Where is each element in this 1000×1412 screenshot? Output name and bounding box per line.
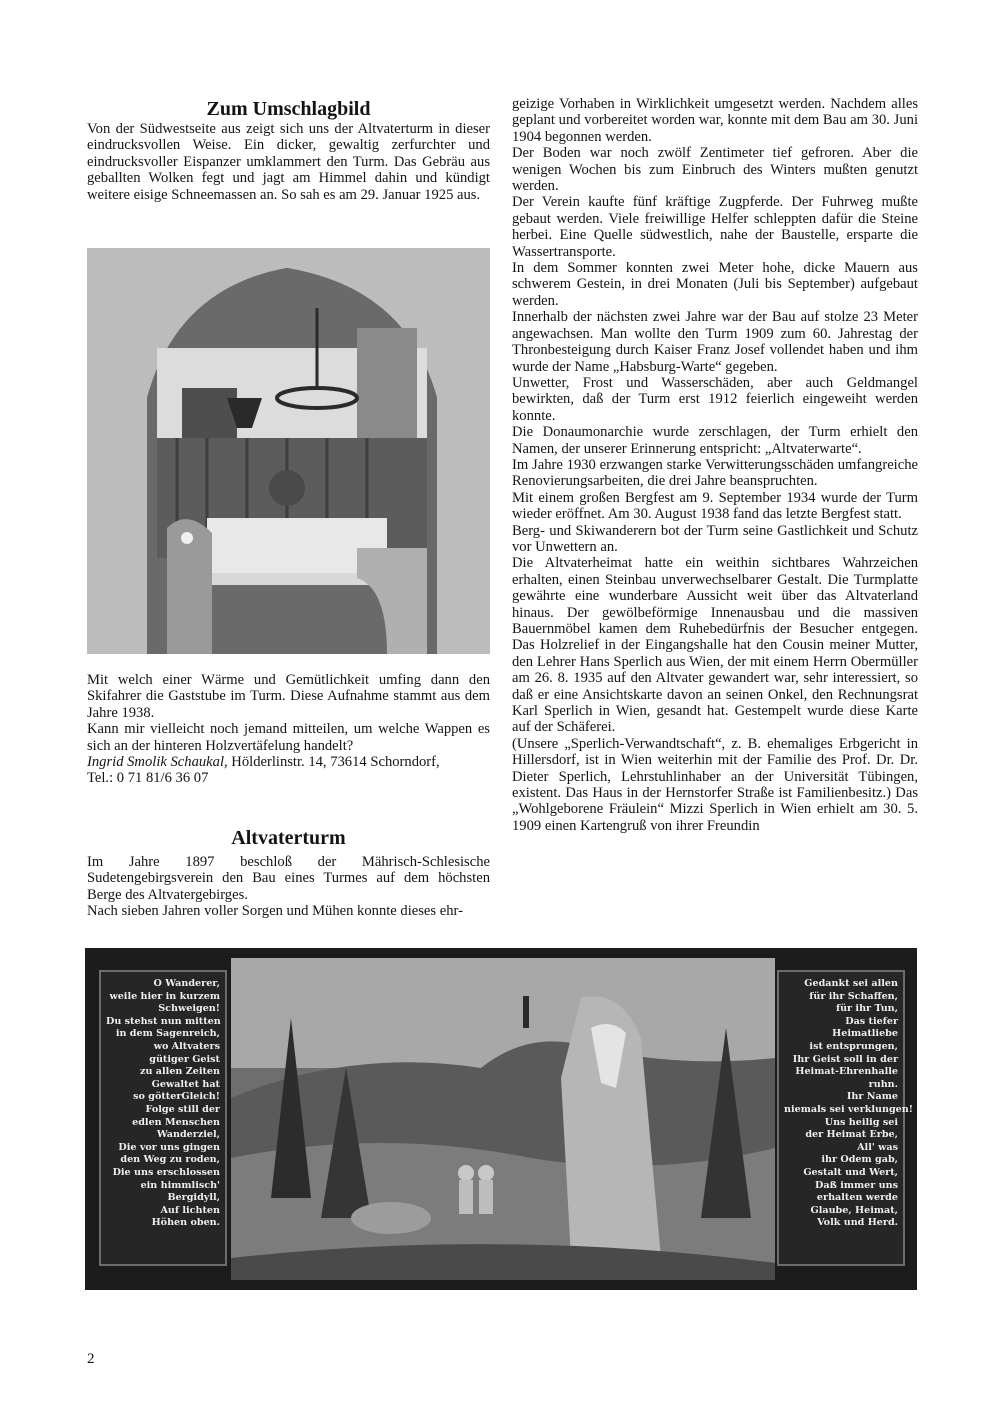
plaque-line: Gestalt und Wert, [803, 1166, 898, 1178]
plaque-line: niemals sei verklungen! [784, 1103, 913, 1115]
plaque-line: Ihr Geist soll in der [792, 1053, 898, 1065]
right-paragraph: (Unsere „Sperlich-Verwandtschaft“, z. B. ehemaliges Erbgericht in Hillersdorf, ist in Wien weiterhin mit der Familie des Prof. Dr. Dr. Dieter Sperlich, Lehrstuhlinhaber an der Universität Tübingen, existent. Das Haus in der Hernstorfer Straße ist Familienbesitz.) Das „Wohlgeborene Fräulein“ Mizzi Sperlich in Wien erhielt am 30. 5. 1909 einen Kartengruß von ihrer Freundin [512, 735, 918, 834]
plaque-line: Die vor uns gingen [118, 1141, 220, 1153]
right-paragraph: Mit einem großen Bergfest am 9. September 1934 wurde der Turm wieder eröffnet. Am 30. August 1938 fand das letzte Bergfest statt. [512, 489, 918, 523]
gaststube-photo [87, 248, 490, 654]
plaque-line: ein himmlisch' [140, 1179, 220, 1191]
altvaterturm-paragraph: Nach sieben Jahren voller Sorgen und Mühen konnte dieses ehr- [87, 903, 463, 920]
section-title-altvaterturm: Altvaterturm [231, 827, 346, 849]
right-paragraph: Im Jahre 1930 erzwangen starke Verwitterungsschäden umfangreiche Renovierungsarbeiten, die drei Jahre beanspruchten. [512, 456, 918, 490]
plaque-line: Die uns erschlossen [112, 1166, 220, 1178]
section-gaststube-caption [87, 672, 490, 787]
right-paragraph: Der Verein kaufte fünf kräftige Zugpferde. Der Fuhrweg mußte gebaut werden. Viele freiwillige Helfer schleppten dafür die Steine herbei. Eine Quelle südwestlich, nahe der Baustelle, ersparte die Wassertransporte. [512, 194, 918, 260]
plaque-line: Folge still der [145, 1103, 220, 1115]
author-address: Hölderlinstr. 14, 73614 Schorndorf, [227, 754, 440, 771]
right-paragraph: Der Boden war noch zwölf Zentimeter tief gefroren. Aber die wenigen Wochen bis zum Einbruch des Winters mußten genutzt werden. [512, 145, 918, 195]
page-number: 2 [87, 1351, 95, 1367]
plaque-line: ruhn. [868, 1078, 898, 1090]
plaque-line: Volk und Herd. [817, 1217, 898, 1229]
plaque-line: der Heimat Erbe, [805, 1129, 898, 1141]
plaque-line: für ihr Schaffen, [809, 990, 898, 1002]
plaque-line: edlen Menschen [132, 1116, 220, 1128]
author-line [87, 754, 490, 770]
gaststube-question: Kann mir vielleicht noch jemand mitteilen, um welche Wappen es sich an der hinteren Holzvertäfelung handelt? [87, 721, 490, 754]
plaque-line: in dem Sagenreich, [115, 1028, 220, 1040]
gaststube-photo-illustration [87, 248, 490, 654]
right-paragraph: geizige Vorhaben in Wirklichkeit umgesetzt werden. Nachdem alles geplant und vorbereitet worden war, konnte mit dem Bau am 30. Juni 1904 begonnen werden. [512, 96, 918, 145]
right-paragraph: In dem Sommer konnten zwei Meter hohe, dicke Mauern aus schwerem Gestein, in drei Monaten (Juli bis September) aufgebaut werden. [512, 260, 918, 309]
right-paragraph: Unwetter, Frost und Wasserschäden, aber auch Geldmangel bewirkten, daß der Turm erst 1912 feierlich eingeweiht werden konnte. [512, 374, 918, 424]
altvaterturm-paragraph: Im Jahre 1897 beschloß der Mährisch-Schlesische Sudetengebirgsverein den Bau eines Turmes auf dem höchsten Berge des Altvatergebirges. [87, 854, 490, 903]
plaque-line: den Weg zu roden, [120, 1154, 220, 1166]
right-paragraph: Berg- und Skiwanderern bot der Turm seine Gastlichkeit und Schutz vor Unwettern an. [512, 522, 918, 555]
plaque-line: Heimatliebe [832, 1028, 898, 1040]
plaque-line: so götterGleich! [133, 1091, 220, 1103]
plaque-line: ist entsprungen, [809, 1040, 898, 1052]
plaque-line: Höhen oben. [151, 1217, 220, 1229]
right-paragraph: Die Altvaterheimat hatte ein weithin sichtbares Wahrzeichen erhalten, einen Steinbau unverwechselbarer Gestalt. Die Turmplatte gewährte eine wunderbare Aussicht weit über das Altvaterland hinaus. Der gewölbeförmige Innenausbau und die massiven Bauernmöbel kamen dem Ruhebedürfnis der Besucher entgegen. Das Holzrelief in der Eingangshalle hat den Cousin meiner Mutter, den Lehrer Hans Sperlich aus Wien, der mit einem Herrn Obermüller am 26. 8. 1935 auf den Altvater gewandert war, sehr interessiert, so daß er eine Ansichtskarte davon an seinen Onkel, den Rechnungsrat Karl Sperlich in Wien, gesandt hat. Gestempelt wurde diese Karte auf der Schäferei. [512, 555, 918, 736]
wood-relief-photo [85, 948, 917, 1290]
plaque-line: zu allen Zeiten [140, 1066, 220, 1078]
plaque-line: Bergidyll, [167, 1192, 220, 1204]
plaque-line: erhalten werde [816, 1192, 898, 1204]
section-altvaterturm [87, 826, 490, 920]
plaque-line: weile hier in kurzem [109, 990, 220, 1002]
relief-plaque-right [777, 970, 913, 1266]
right-paragraph: Die Donaumonarchie wurde zerschlagen, der Turm erhielt den Namen, der unserer Erinnerung entspricht: „Altvaterwarte“. [512, 424, 918, 457]
plaque-line: gütiger Geist [149, 1053, 220, 1065]
plaque-line: O Wanderer, [153, 978, 220, 989]
plaque-line: Uns heilig sei [824, 1116, 898, 1128]
plaque-line: Glaube, Heimat, [810, 1204, 898, 1216]
plaque-line: Auf lichten [160, 1204, 220, 1216]
plaque-line: Heimat-Ehrenhalle [795, 1066, 898, 1078]
right-column [512, 96, 918, 834]
plaque-line: All' was [857, 1141, 898, 1153]
section-umschlagbild [87, 97, 490, 203]
relief-plaque-left [99, 970, 227, 1266]
plaque-line: Gedankt sei allen [804, 978, 898, 989]
gaststube-caption: Mit welch einer Wärme und Gemütlichkeit umfing dann den Skifahrer die Gaststube im Turm. Diese Aufnahme stammt aus dem Jahre 1938. [87, 672, 490, 721]
right-paragraph: Innerhalb der nächsten zwei Jahre war der Bau auf stolze 23 Meter angewachsen. Man wollte den Turm 1909 zum 60. Jahrestag der Thronbesteigung durch Kaiser Franz Josef vollendet haben und ihm wurde der Name „Habsburg-Warte“ gegeben. [512, 309, 918, 375]
plaque-line: für ihr Tun, [835, 1003, 898, 1015]
plaque-line: Wanderziel, [156, 1129, 220, 1141]
plaque-line: wo Altvaters [153, 1040, 220, 1052]
plaque-line: ihr Odem gab, [821, 1154, 898, 1166]
author-phone: Tel.: 0 71 81/6 36 07 [87, 770, 209, 787]
plaque-line: Du stehst nun mitten [106, 1015, 221, 1027]
plaque-line: Schweigen! [158, 1003, 220, 1015]
section-title-umschlagbild: Zum Umschlagbild [206, 98, 371, 120]
plaque-line: Das tiefer [845, 1015, 898, 1027]
plaque-line: Daß immer uns [815, 1179, 898, 1191]
plaque-line: Ihr Name [846, 1091, 898, 1103]
relief-scene-illustration [231, 958, 775, 1280]
plaque-line: Gewaltet hat [151, 1078, 220, 1090]
author-name: Ingrid Smolik Schaukal, [87, 754, 228, 771]
umschlag-text: Von der Südwestseite aus zeigt sich uns der Altvaterturm in dieser eindrucksvollen Weise. Ein dicker, gewaltig zerfurchter und eindrucksvoller Eispanzer umklammert den Turm. Das Gebräu aus geballten Wolken fegt und jagt am Himmel dahin und kündigt weitere eisige Schneemassen an. So sah es am 29. Januar 1925 aus. [87, 121, 490, 203]
